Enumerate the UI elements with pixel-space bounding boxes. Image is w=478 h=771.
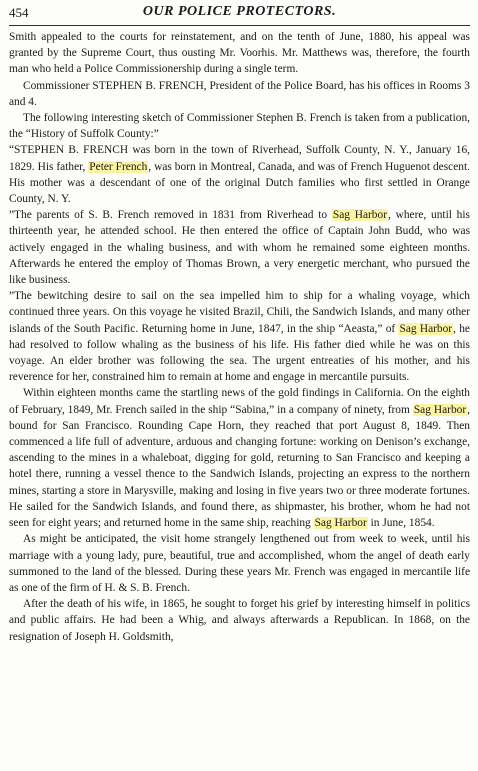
text-run: ”The parents of S. B. French removed in 1831 from Riverhead to	[9, 209, 332, 222]
page-header	[9, 3, 470, 26]
text-run: Commissioner STEPHEN B. FRENCH, President of the Police Board, has his offices in Rooms 3 and 4.	[9, 79, 470, 108]
paragraph	[9, 29, 470, 78]
running-title: OUR POLICE PROTECTORS.	[142, 4, 337, 19]
text-run: ”The bewitching desire to sail on the sea impelled him to ship for a whaling voyage, which continued three years. On this voyage he visited Brazil, Chili, the Sandwich Islands, and many other islands of the South Pacific. Returning home in June, 1847, in the ship “Aeasta,” of	[9, 290, 470, 335]
text-run: Within eighteen months came the startling news of the gold findings in California. On the eighth of February, 1849, Mr. French sailed in the ship “Sabina,” in a company of ninety, from	[9, 387, 470, 416]
paragraph	[9, 596, 470, 645]
paragraph	[9, 207, 470, 288]
text-run: , where, until his thirteenth year, he attended school. He then entered the office of Captain John Budd, who was actively engaged in the whaling business, and with whom he remained some eighteen months. Afterwards he entered the employ of Thomas Brown, a very energetic merchant, who pursued the like business.	[9, 209, 470, 287]
paragraph	[9, 78, 470, 110]
text-run: , he had resolved to follow whaling as the business of his life. His father died while he was on this voyage. An elder brother was following the sea. The urgent entreaties of his mother, and his reverence for her, constrained him to remain at home and engage in mercantile pursuits.	[9, 322, 470, 384]
text-run: As might be anticipated, the visit home strangely lengthened out from week to week, until his marriage with a young lady, pure, beautiful, true and accomplished, whom the angel of death early summoned to the land of the blessed. During these years Mr. French was engaged in mercantile life as one of the firm of H. & S. B. French.	[9, 533, 470, 594]
paragraph	[9, 110, 470, 142]
highlighted-term: Sag Harbor	[399, 322, 453, 335]
paragraph	[9, 288, 470, 385]
page-number: 454	[9, 5, 29, 20]
highlighted-term: Sag Harbor	[332, 209, 387, 222]
text-run: “STEPHEN B. FRENCH was born in the town of Riverhead, Suffolk County, N. Y., January 16, 1829. His father,	[9, 144, 470, 173]
text-run: , bound for San Francisco. Rounding Cape Horn, they reached that port August 8, 1849. Then commenced a life full of adventure, arduous and changing fortune: working on Denison’s exchange, ascending to the mines in a whaleboat, digging for gold, returning to San Francisco and keeping a hotel there, running a vessel thence to the Sandwich Islands, projecting an express to the northern mines, starting a store in Marysville, making and losing in five years two or three moderate fortunes. He sailed for the Sandwich Islands, and found there, as shipmaster, his brother, whom he had not seen for eight years; and returned home in the same ship, reaching	[9, 403, 470, 530]
text-run: After the death of his wife, in 1865, he sought to forget his grief by interesting himself in politics and public affairs. He had been a Whig, and always afterwards a Republican. In 1868, on the resignation of Joseph H. Goldsmith,	[9, 598, 470, 643]
highlighted-term: Sag Harbor	[314, 517, 367, 530]
text-run: in June, 1854.	[367, 517, 435, 530]
highlighted-term: Peter French	[89, 160, 148, 173]
highlighted-term: Sag Harbor	[413, 403, 467, 416]
text-run: The following interesting sketch of Commissioner Stephen B. French is taken from a publication, the “History of Suffolk County:”	[9, 112, 470, 141]
paragraph	[9, 531, 470, 596]
paragraph	[9, 385, 470, 531]
text-run: , was born in Montreal, Canada, and was of French Huguenot descent. His mother was a descendant of one of the original Dutch families who first settled in Orange County, N. Y.	[9, 160, 470, 206]
paragraph	[9, 142, 470, 207]
text-run: Smith appealed to the courts for reinstatement, and on the tenth of June, 1880, his appeal was granted by the Supreme Court, thus ousting Mr. Voorhis. Mr. Matthews was, therefore, the fourth man who held a Police Commissionership during a single term.	[9, 31, 470, 76]
body-text	[9, 29, 470, 645]
